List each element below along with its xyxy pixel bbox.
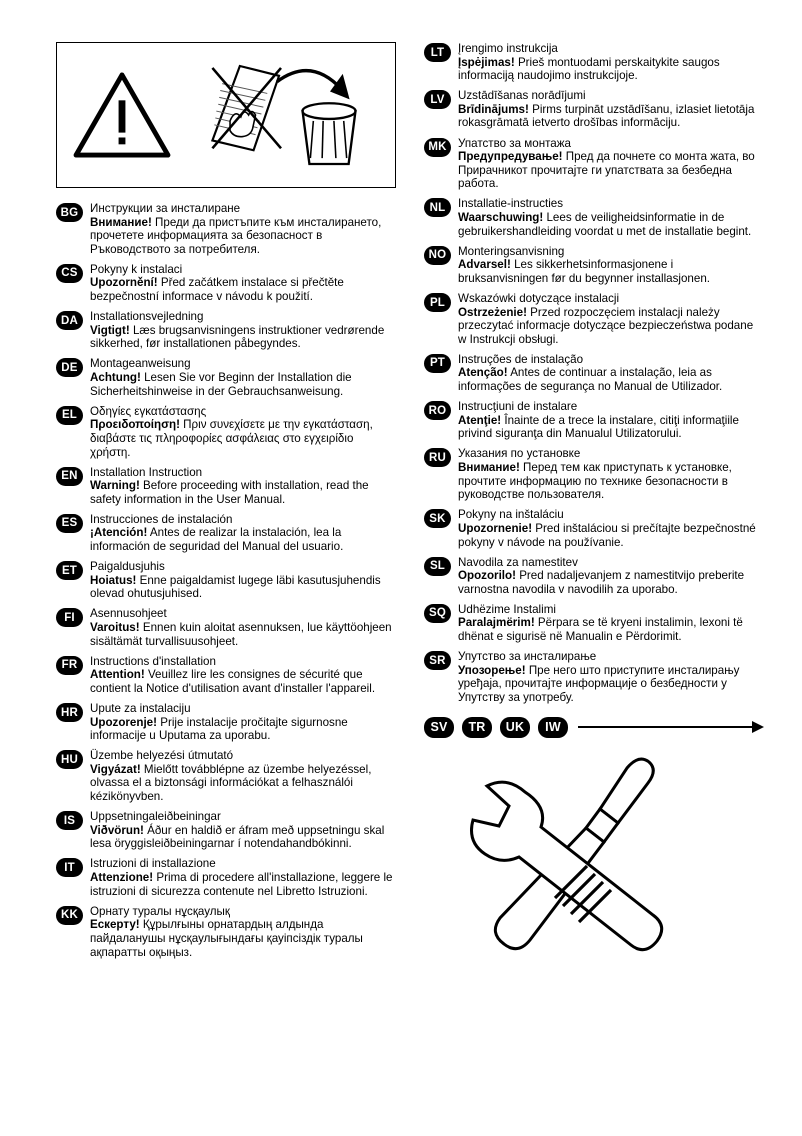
language-badge: FR — [56, 656, 83, 675]
entry-rest: Pirms turpināt uzstādīšanu, izlasiet lietotāja rokasgrāmatā ietverto drošības informāciju. — [458, 102, 755, 130]
entry-body — [90, 824, 396, 851]
entry-title: Instrucţiuni de instalare — [458, 400, 578, 414]
entry-body — [458, 211, 764, 238]
entry-title: Wskazówki dotyczące instalacji — [458, 292, 620, 305]
entry-bold: Προειδοποίηση! — [90, 418, 180, 432]
language-text — [458, 89, 764, 130]
entry-body — [458, 150, 764, 191]
entry-body — [90, 371, 396, 398]
list-item — [424, 447, 764, 501]
language-entries-right — [424, 42, 764, 705]
entry-bold: Upozornění! — [90, 276, 158, 290]
list-item — [56, 857, 396, 898]
language-text — [90, 810, 396, 851]
language-text — [90, 310, 396, 351]
language-badge: FI — [56, 608, 83, 627]
list-item — [56, 357, 396, 398]
entry-rest: Prieš montuodami perskaitykite saugos informaciją naudojimo instrukcijoje. — [458, 55, 720, 83]
entry-title: Упатство за монтажа — [458, 136, 571, 150]
entry-title: Instrucciones de instalación — [90, 512, 233, 526]
entry-title: Udhëzime Instalimi — [458, 602, 556, 616]
entry-bold: Opozorilo! — [458, 569, 516, 583]
list-item — [424, 137, 764, 191]
language-badge: HR — [56, 703, 83, 722]
language-badge: MK — [424, 138, 451, 157]
language-badge: PL — [424, 293, 451, 312]
entry-body — [458, 522, 764, 549]
language-text — [90, 607, 396, 648]
entry-bold: Ostrzeżenie! — [458, 305, 527, 319]
language-text — [458, 292, 764, 346]
entry-body — [90, 918, 396, 959]
two-column-layout — [56, 42, 762, 978]
entry-body — [90, 526, 396, 553]
language-badge: UK — [500, 717, 530, 738]
list-item — [56, 655, 396, 696]
wrench-screwdriver-icon — [459, 748, 729, 978]
language-text — [458, 603, 764, 644]
language-badge: EL — [56, 406, 83, 425]
entry-rest: Përpara se të kryeni instalimin, lexoni të dhënat e sigurisë në Manualin e Përdorimit. — [458, 616, 743, 644]
entry-rest: Преди да пристъпите към инсталирането, прочетете информацията за безопасност в Ръководството за потребителя. — [90, 215, 382, 256]
entry-title: Asennusohjeet — [90, 607, 167, 621]
entry-rest: Înainte de a trece la instalare, citiţi informaţiile privind siguranţa din Manualul Utilizatorului. — [458, 413, 739, 441]
language-text — [458, 447, 764, 501]
language-badge: PT — [424, 354, 451, 373]
language-text — [458, 197, 764, 238]
list-item — [424, 292, 764, 346]
language-text — [90, 655, 396, 696]
entry-bold: Upozornenie! — [458, 521, 533, 535]
language-text — [458, 400, 764, 441]
language-text — [90, 466, 396, 507]
language-badge: ES — [56, 514, 83, 533]
language-badge: EN — [56, 467, 83, 486]
language-badge: DA — [56, 311, 83, 330]
entry-bold: Achtung! — [90, 371, 141, 385]
entry-bold: Paralajmërim! — [458, 616, 535, 630]
entry-rest: Пред да почнете со монта жата, во Прирачникот прочитајте ги упатствата за безбедна работа. — [458, 150, 755, 191]
entry-rest: Před začátkem instalace si přečtěte bezpečnostní informace v návodu k použití. — [90, 276, 344, 304]
entry-bold: Atenţie! — [458, 413, 502, 427]
language-text — [458, 650, 764, 704]
language-badge: RU — [424, 448, 451, 467]
language-badge: HU — [56, 750, 83, 769]
entry-title: Uzstādīšanas norādījumi — [458, 89, 586, 103]
language-entries-left — [56, 202, 396, 959]
language-badge: NO — [424, 246, 451, 265]
entry-rest: Ennen kuin aloitat asennuksen, lue käyttöohjeen sisältämät turvallisuusohjeet. — [90, 621, 392, 648]
list-item — [56, 905, 396, 959]
entry-rest: Lees de veiligheidsinformatie in de gebruikershandleiding voordat u met de installatie begint. — [458, 211, 752, 238]
entry-rest: Enne paigaldamist lugege läbi kasutusjuhendis olevad ohutusjuhised. — [90, 573, 381, 601]
entry-title: Installationsvejledning — [90, 310, 204, 324]
language-badge: CS — [56, 264, 83, 283]
language-text — [90, 560, 396, 601]
entry-title: Uppsetningaleiðbeiningar — [90, 810, 221, 824]
entry-title: Istruzioni di installazione — [90, 857, 216, 871]
language-badge: RO — [424, 401, 451, 420]
entry-body — [90, 763, 396, 804]
tool-illustration — [424, 748, 764, 978]
entry-bold: Warning! — [90, 479, 140, 493]
entry-body — [458, 103, 764, 130]
entry-bold: Предупредување! — [458, 150, 563, 164]
list-item — [424, 353, 764, 394]
language-text — [90, 857, 396, 898]
entry-body — [90, 668, 396, 695]
entry-title: Instructions d'installation — [90, 654, 216, 668]
entry-title: Įrengimo instrukcija — [458, 42, 558, 55]
entry-rest: Before proceeding with installation, read the safety information in the User Manual. — [90, 479, 369, 506]
language-badge: NL — [424, 198, 451, 217]
entry-bold: Vigtigt! — [90, 323, 130, 337]
entry-body — [458, 664, 764, 705]
language-badge: DE — [56, 358, 83, 377]
entry-body — [90, 216, 396, 257]
list-item — [424, 245, 764, 286]
arrow-right-icon — [578, 721, 764, 733]
entry-title: Инструкции за инсталиране — [90, 202, 241, 215]
list-item — [424, 89, 764, 130]
list-item — [56, 513, 396, 554]
entry-title: Üzembe helyezési útmutató — [90, 749, 234, 763]
language-badge: SK — [424, 509, 451, 528]
list-item — [424, 42, 764, 83]
list-item — [56, 263, 396, 304]
language-text — [90, 202, 396, 256]
entry-bold: Brīdinājums! — [458, 102, 529, 116]
entry-bold: Внимание! — [458, 461, 520, 475]
language-badge: TR — [462, 717, 492, 738]
entry-bold: Attention! — [90, 668, 145, 682]
entry-body — [90, 871, 396, 898]
entry-body — [458, 414, 764, 441]
entry-title: Οδηγίες εγκατάστασης — [90, 404, 207, 418]
list-item — [424, 197, 764, 238]
language-badge: SQ — [424, 604, 451, 623]
language-badge: IW — [538, 717, 568, 738]
entry-rest: Les sikkerhetsinformasjonene i bruksanvisningen før du begynner installasjonen. — [458, 258, 710, 285]
list-item — [56, 749, 396, 803]
entry-title: Указания по установке — [458, 447, 581, 461]
language-text — [458, 556, 764, 597]
language-text — [458, 245, 764, 286]
entry-bold: Ескерту! — [90, 918, 140, 932]
entry-bold: Attenzione! — [90, 871, 154, 885]
entry-rest: Lesen Sie vor Beginn der Installation die Sicherheitshinweise in der Gebrauchsanweisung. — [90, 371, 352, 398]
entry-bold: Hoiatus! — [90, 573, 137, 587]
entry-bold: Vigyázat! — [90, 762, 141, 776]
list-item — [56, 560, 396, 601]
entry-rest: Πριν συνεχίσετε με την εγκατάσταση, διαβάστε τις πληροφορίες ασφάλειας στο εγχειρίδιο χρήστη. — [90, 418, 373, 459]
list-item — [56, 810, 396, 851]
entry-body — [90, 418, 396, 459]
entry-bold: Waarschuwing! — [458, 211, 544, 225]
entry-title: Упутство за инсталирање — [458, 650, 597, 664]
safety-symbol-box — [56, 42, 396, 188]
entry-body — [90, 324, 396, 351]
list-item — [56, 466, 396, 507]
entry-title: Upute za instalaciju — [90, 702, 191, 715]
entry-rest: Antes de realizar la instalación, lea la información de seguridad del Manual del usuario. — [90, 526, 344, 554]
language-badge: IT — [56, 858, 83, 877]
language-text — [90, 749, 396, 803]
entry-body — [458, 56, 764, 83]
entry-bold: Įspėjimas! — [458, 55, 515, 69]
entry-rest: Перед тем как приступать к установке, прочтите информацию по технике безопасности в руководстве пользователя. — [458, 461, 732, 502]
entry-bold: Atenção! — [458, 366, 508, 380]
entry-rest: Veuillez lire les consignes de sécurité que contient la Notice d'utilisation avant d'installer l'appareil. — [90, 668, 376, 695]
entry-rest: Pred nadaljevanjem z namestitvijo preberite varnostna navodila v navodilih za uporabo. — [458, 569, 745, 596]
language-text — [458, 353, 764, 394]
list-item — [424, 650, 764, 704]
entry-rest: Prije instalacije pročitajte sigurnosne informacije u Uputama za uporabu. — [90, 715, 348, 743]
language-text — [458, 508, 764, 549]
entry-body — [458, 258, 764, 285]
entry-title: Орнату туралы нұсқаулық — [90, 904, 230, 918]
weee-crossed-out-bin-icon — [183, 56, 379, 174]
language-text — [458, 42, 764, 83]
warning-triangle-icon — [73, 71, 171, 159]
right-column — [424, 42, 764, 978]
list-item — [424, 556, 764, 597]
entry-rest: Pred inštaláciou si prečítajte bezpečnostné pokyny v návode na používanie. — [458, 521, 756, 549]
entry-rest: Antes de continuar a instalação, leia as informações de segurança no Manual de Utilizador. — [458, 366, 723, 394]
language-text — [458, 137, 764, 191]
language-badge: KK — [56, 906, 83, 925]
entry-title: Pokyny k instalaci — [90, 262, 183, 276]
language-text — [90, 513, 396, 554]
entry-body — [90, 716, 396, 743]
entry-body — [90, 479, 396, 506]
language-badge: BG — [56, 203, 83, 222]
entry-bold: Advarsel! — [458, 258, 511, 272]
entry-bold: ¡Atención! — [90, 526, 148, 540]
language-badge: LV — [424, 90, 451, 109]
language-text — [90, 357, 396, 398]
entry-rest: Пре него што приступите инсталирању уређаја, прочитајте информације о безбедности у Упутству за употребу. — [458, 663, 740, 704]
entry-rest: Prima di procedere all'installazione, leggere le istruzioni di sicurezza contenute nel Libretto Istruzioni. — [90, 871, 393, 898]
entry-rest: Læs brugsanvisningens instruktioner vedrørende sikkerhed, før installationen påbegyndes. — [90, 323, 385, 351]
entry-body — [458, 569, 764, 596]
entry-body — [90, 276, 396, 303]
entry-bold: Upozorenje! — [90, 715, 157, 729]
entry-rest: Құрылғыны орнатардың алдында пайдаланушы нұсқаулығындағы қауіпсіздік туралы ақпаратты оқыңыз. — [90, 918, 363, 959]
list-item — [56, 405, 396, 459]
entry-body — [458, 616, 764, 643]
entry-rest: Áður en haldið er áfram með uppsetningu skal lesa öryggisleiðbeiningarnar í notendahandbókinni. — [90, 823, 385, 851]
entry-title: Installatie-instructies — [458, 197, 564, 211]
language-text — [90, 405, 396, 459]
list-item — [56, 202, 396, 256]
entry-title: Monteringsanvisning — [458, 244, 565, 258]
language-badge: SL — [424, 557, 451, 576]
left-column — [56, 42, 396, 966]
list-item — [424, 603, 764, 644]
entry-body — [458, 461, 764, 502]
language-text — [90, 702, 396, 743]
entry-body — [90, 621, 396, 648]
language-badge: IS — [56, 811, 83, 830]
entry-bold: Viðvörun! — [90, 823, 144, 837]
entry-title: Montageanweisung — [90, 357, 191, 371]
entry-body — [90, 574, 396, 601]
entry-title: Pokyny na inštaláciu — [458, 508, 564, 522]
additional-languages-row — [424, 717, 764, 738]
list-item — [424, 400, 764, 441]
language-badge: ET — [56, 561, 83, 580]
language-badge: SR — [424, 651, 451, 670]
language-text — [90, 263, 396, 304]
entry-rest: Przed rozpoczęciem instalacji należy przeczytać informacje dotyczące bezpieczeństwa podane w Instrukcji obsługi. — [458, 305, 754, 346]
entry-title: Navodila za namestitev — [458, 555, 578, 569]
entry-title: Installation Instruction — [90, 465, 203, 479]
language-badge: SV — [424, 717, 454, 738]
entry-bold: Внимание! — [90, 215, 152, 229]
list-item — [424, 508, 764, 549]
entry-body — [458, 306, 764, 347]
entry-rest: Mielőtt továbblépne az üzembe helyezéssel, olvassa el a biztonsági információkat a felhasználói kézikönyvben. — [90, 762, 372, 804]
language-text — [90, 905, 396, 959]
entry-body — [458, 366, 764, 393]
entry-bold: Varoitus! — [90, 621, 140, 635]
entry-title: Paigaldusjuhis — [90, 560, 165, 574]
entry-bold: Упозорење! — [458, 663, 526, 677]
list-item — [56, 607, 396, 648]
list-item — [56, 702, 396, 743]
language-badge: LT — [424, 43, 451, 62]
entry-title: Instruções de instalação — [458, 352, 584, 366]
list-item — [56, 310, 396, 351]
